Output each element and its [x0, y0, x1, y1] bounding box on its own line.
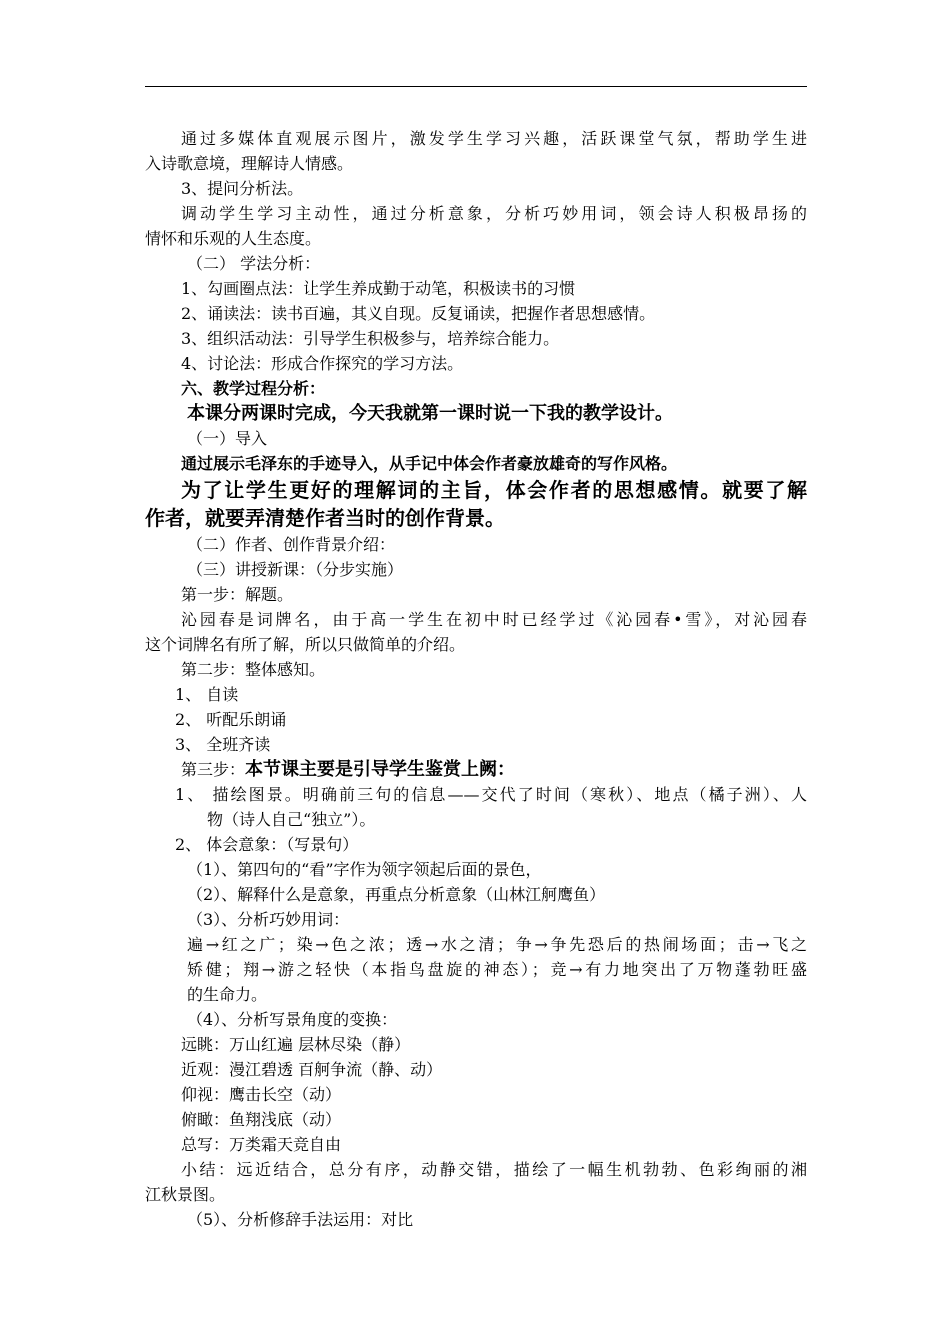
- paragraph-line: 入诗歌意境，理解诗人情感。: [145, 154, 354, 173]
- paragraph-line: 3、提问分析法。: [181, 179, 304, 198]
- emphasis-line: 本课分两课时完成，今天我就第一课时说一下我的教学设计。: [187, 403, 673, 424]
- sub-item: （2）、解释什么是意象，再重点分析意象（山林江舸鹰鱼）: [187, 885, 606, 904]
- list-item: 3、 全班齐读: [175, 735, 271, 754]
- paragraph-line: 遍→红之广；染→色之浓；透→水之清；争→争先恐后的热闹场面；击→飞之: [187, 935, 807, 954]
- view-item: 远眺：万山红遍 层林尽染（静）: [181, 1035, 411, 1054]
- step-heading: 第一步：解题。: [181, 585, 294, 604]
- section-heading: （二） 学法分析：: [187, 254, 321, 273]
- list-item: 1、 自读: [175, 685, 239, 704]
- paragraph-line: 的生命力。: [187, 985, 268, 1004]
- sub-item: （4）、分析写景角度的变换：: [187, 1010, 398, 1029]
- emphasis-line: 通过展示毛泽东的手迹导入，从手记中体会作者豪放雄奇的写作风格。: [181, 454, 678, 473]
- document-body: [145, 126, 807, 1232]
- paragraph-line: 沁园春是词牌名，由于高一学生在初中时已经学过《沁园春•雪》，对沁园春: [181, 610, 807, 629]
- emphasis-line: 为了让学生更好的理解词的主旨，体会作者的思想感情。就要了解: [181, 478, 807, 502]
- paragraph-line: 小结：远近结合，总分有序，动静交错，描绘了一幅生机勃勃、色彩绚丽的湘: [181, 1160, 807, 1179]
- sub-item: （1）、第四句的“看”字作为领字领起后面的景色，: [187, 860, 542, 879]
- emphasis-line: 作者，就要弄清楚作者当时的创作背景。: [145, 506, 505, 530]
- list-item: 1、 描绘图景。明确前三句的信息——交代了时间（寒秋）、地点（橘子洲）、人: [175, 785, 807, 804]
- step-label: 第三步：: [181, 760, 246, 779]
- view-item: 俯瞰：鱼翔浅底（动）: [181, 1110, 342, 1129]
- sub-item: （3）、分析巧妙用词：: [187, 910, 350, 929]
- list-item-continuation: 物（诗人自己“独立”）。: [207, 810, 376, 829]
- paragraph-line: 矫健；翔→游之轻快（本指鸟盘旋的神态）；竞→有力地突出了万物蓬勃旺盛: [187, 960, 807, 979]
- paragraph-line: 通过多媒体直观展示图片，激发学生学习兴趣，活跃课堂气氛，帮助学生进: [181, 129, 807, 148]
- section-heading: 六、教学过程分析：: [181, 379, 326, 398]
- list-item: 1、勾画圈点法：让学生养成勤于动笔，积极读书的习惯: [181, 279, 576, 298]
- header-rule: [145, 86, 807, 87]
- view-item: 近观：漫江碧透 百舸争流（静、动）: [181, 1060, 443, 1079]
- section-heading: （一）导入: [187, 429, 268, 448]
- view-item: 总写：万类霜天竞自由: [181, 1135, 342, 1154]
- sub-item: （5）、分析修辞手法运用：对比: [187, 1210, 414, 1229]
- list-item: 4、讨论法：形成合作探究的学习方法。: [181, 354, 464, 373]
- section-heading: （三）讲授新课：（分步实施）: [187, 560, 404, 579]
- list-item: 2、 体会意象：（写景句）: [175, 835, 359, 854]
- step-heading: [145, 757, 807, 782]
- list-item: 3、组织活动法：引导学生积极参与，培养综合能力。: [181, 329, 560, 348]
- list-item: 2、诵读法：读书百遍，其义自现。反复诵读，把握作者思想感情。: [181, 304, 656, 323]
- paragraph-line: 调动学生学习主动性，通过分析意象，分析巧妙用词，领会诗人积极昂扬的: [181, 204, 807, 223]
- step-emphasis: 本节课主要是引导学生鉴赏上阙：: [245, 759, 516, 780]
- list-item: 2、 听配乐朗诵: [175, 710, 287, 729]
- paragraph-line: 这个词牌名有所了解，所以只做简单的介绍。: [145, 635, 466, 654]
- view-item: 仰视：鹰击长空（动）: [181, 1085, 342, 1104]
- step-heading: 第二步：整体感知。: [181, 660, 326, 679]
- paragraph-line: 江秋景图。: [145, 1185, 226, 1204]
- section-heading: （二）作者、创作背景介绍：: [187, 535, 396, 554]
- paragraph-line: 情怀和乐观的人生态度。: [145, 229, 322, 248]
